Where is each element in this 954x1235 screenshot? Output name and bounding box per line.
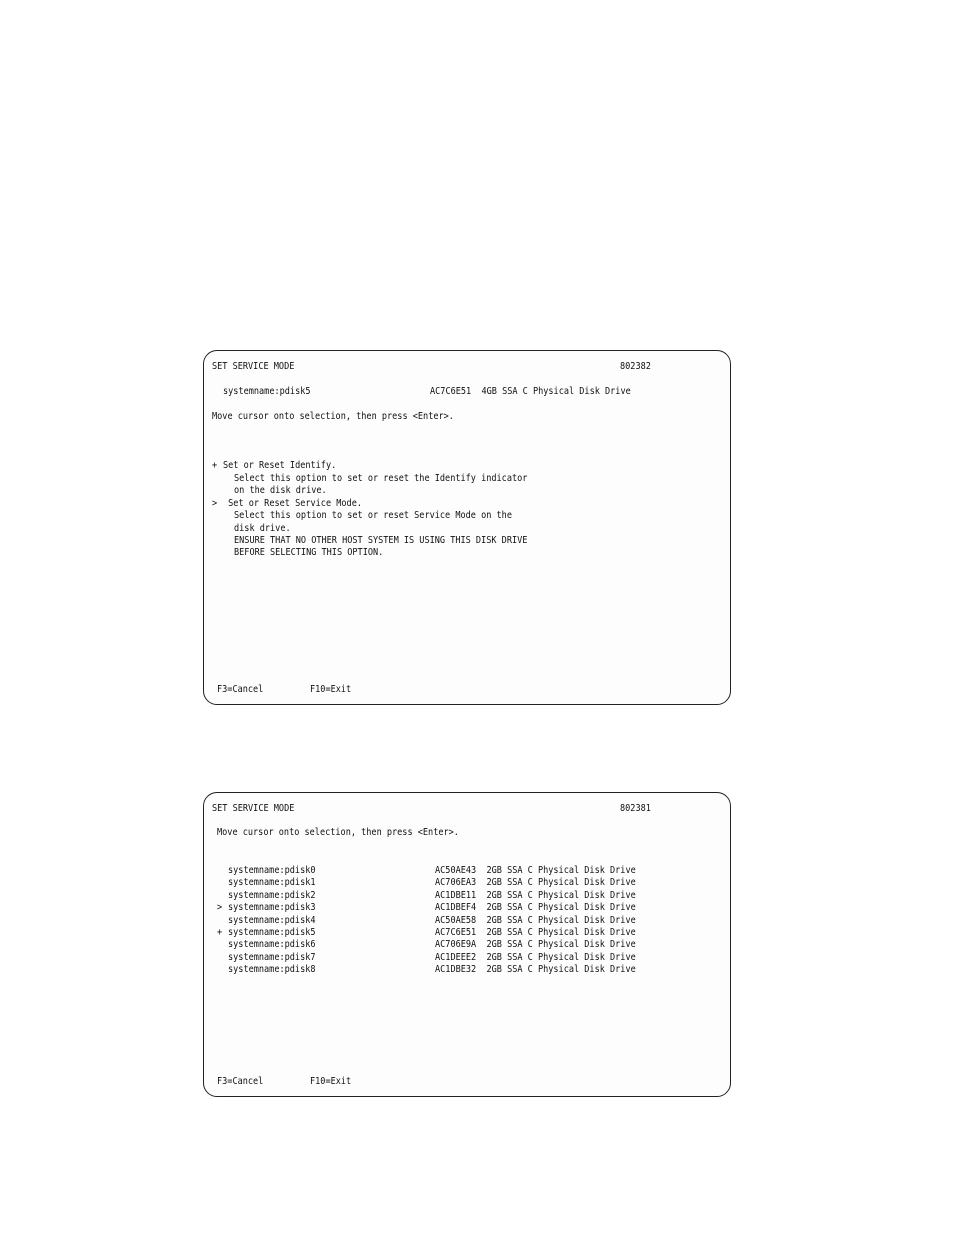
- disk-list-item[interactable]: [204, 877, 730, 889]
- disk-description: AC1DBE32 2GB SSA C Physical Disk Drive: [435, 964, 636, 976]
- service-mode-screen-802381: [203, 792, 731, 1097]
- option-label: Set or Reset Service Mode.: [223, 498, 362, 509]
- device-description: AC7C6E51 4GB SSA C Physical Disk Drive: [430, 386, 631, 397]
- instruction-text: Move cursor onto selection, then press <Enter>.: [212, 411, 454, 422]
- f3-cancel-key[interactable]: F3=Cancel: [217, 684, 264, 695]
- disk-list-item[interactable]: [204, 890, 730, 902]
- disk-description: AC50AE58 2GB SSA C Physical Disk Drive: [435, 914, 636, 926]
- disk-list-item[interactable]: [204, 927, 730, 939]
- disk-marker: [217, 890, 222, 902]
- disk-list-item[interactable]: [204, 964, 730, 976]
- disk-marker: [217, 952, 222, 964]
- option-description-line: on the disk drive.: [234, 485, 327, 496]
- disk-description: AC1DBE11 2GB SSA C Physical Disk Drive: [435, 889, 636, 901]
- disk-list-item-selected[interactable]: [204, 902, 730, 914]
- disk-description: AC50AE43 2GB SSA C Physical Disk Drive: [435, 865, 636, 876]
- disk-list-item[interactable]: [204, 915, 730, 927]
- service-mode-screen-802382: [203, 350, 731, 705]
- option-marker: +: [212, 460, 218, 471]
- option-description-line: Select this option to set or reset the Identify indicator: [234, 473, 528, 484]
- disk-description: AC706EA3 2GB SSA C Physical Disk Drive: [435, 877, 636, 889]
- disk-marker: [217, 915, 222, 927]
- option-description-line: Select this option to set or reset Service Mode on the: [234, 510, 512, 521]
- disk-name: systemname:pdisk1: [228, 877, 316, 889]
- disk-list-item[interactable]: [204, 952, 730, 964]
- disk-name: systemname:pdisk5: [228, 926, 316, 938]
- option-label: Set or Reset Identify.: [223, 460, 337, 471]
- selection-cursor: >: [217, 902, 223, 914]
- disk-description: AC706E9A 2GB SSA C Physical Disk Drive: [435, 939, 636, 951]
- disk-list-item[interactable]: [204, 865, 730, 877]
- disk-name: systemname:pdisk2: [228, 889, 316, 901]
- screen-code: 802381: [620, 803, 651, 814]
- disk-marker: [217, 939, 222, 951]
- instruction-text: Move cursor onto selection, then press <Enter>.: [217, 827, 459, 838]
- disk-marker: +: [217, 926, 223, 938]
- option-warning-line: BEFORE SELECTING THIS OPTION.: [234, 547, 384, 558]
- disk-list: [204, 865, 730, 977]
- f10-exit-key[interactable]: F10=Exit: [310, 684, 352, 695]
- screen-code: 802382: [620, 361, 651, 372]
- device-name: systemname:pdisk5: [223, 386, 311, 397]
- f10-exit-key[interactable]: F10=Exit: [310, 1076, 352, 1087]
- disk-name: systemname:pdisk4: [228, 914, 316, 926]
- selection-cursor: >: [212, 498, 218, 509]
- option-description-line: disk drive.: [234, 523, 291, 534]
- disk-description: AC1DBEF4 2GB SSA C Physical Disk Drive: [435, 902, 636, 914]
- f3-cancel-key[interactable]: F3=Cancel: [217, 1076, 264, 1087]
- disk-marker: [217, 877, 222, 889]
- screen-title: SET SERVICE MODE: [212, 803, 295, 814]
- disk-name: systemname:pdisk7: [228, 951, 316, 963]
- disk-name: systemname:pdisk0: [228, 865, 316, 876]
- disk-list-item[interactable]: [204, 939, 730, 951]
- disk-name: systemname:pdisk6: [228, 939, 316, 951]
- disk-name: systemname:pdisk8: [228, 964, 316, 976]
- disk-description: AC7C6E51 2GB SSA C Physical Disk Drive: [435, 926, 636, 938]
- disk-name: systemname:pdisk3: [228, 902, 316, 914]
- screen-title: SET SERVICE MODE: [212, 361, 295, 372]
- disk-marker: [217, 865, 222, 877]
- disk-description: AC1DEEE2 2GB SSA C Physical Disk Drive: [435, 951, 636, 963]
- disk-marker: [217, 964, 222, 976]
- option-warning-line: ENSURE THAT NO OTHER HOST SYSTEM IS USING THIS DISK DRIVE: [234, 535, 528, 546]
